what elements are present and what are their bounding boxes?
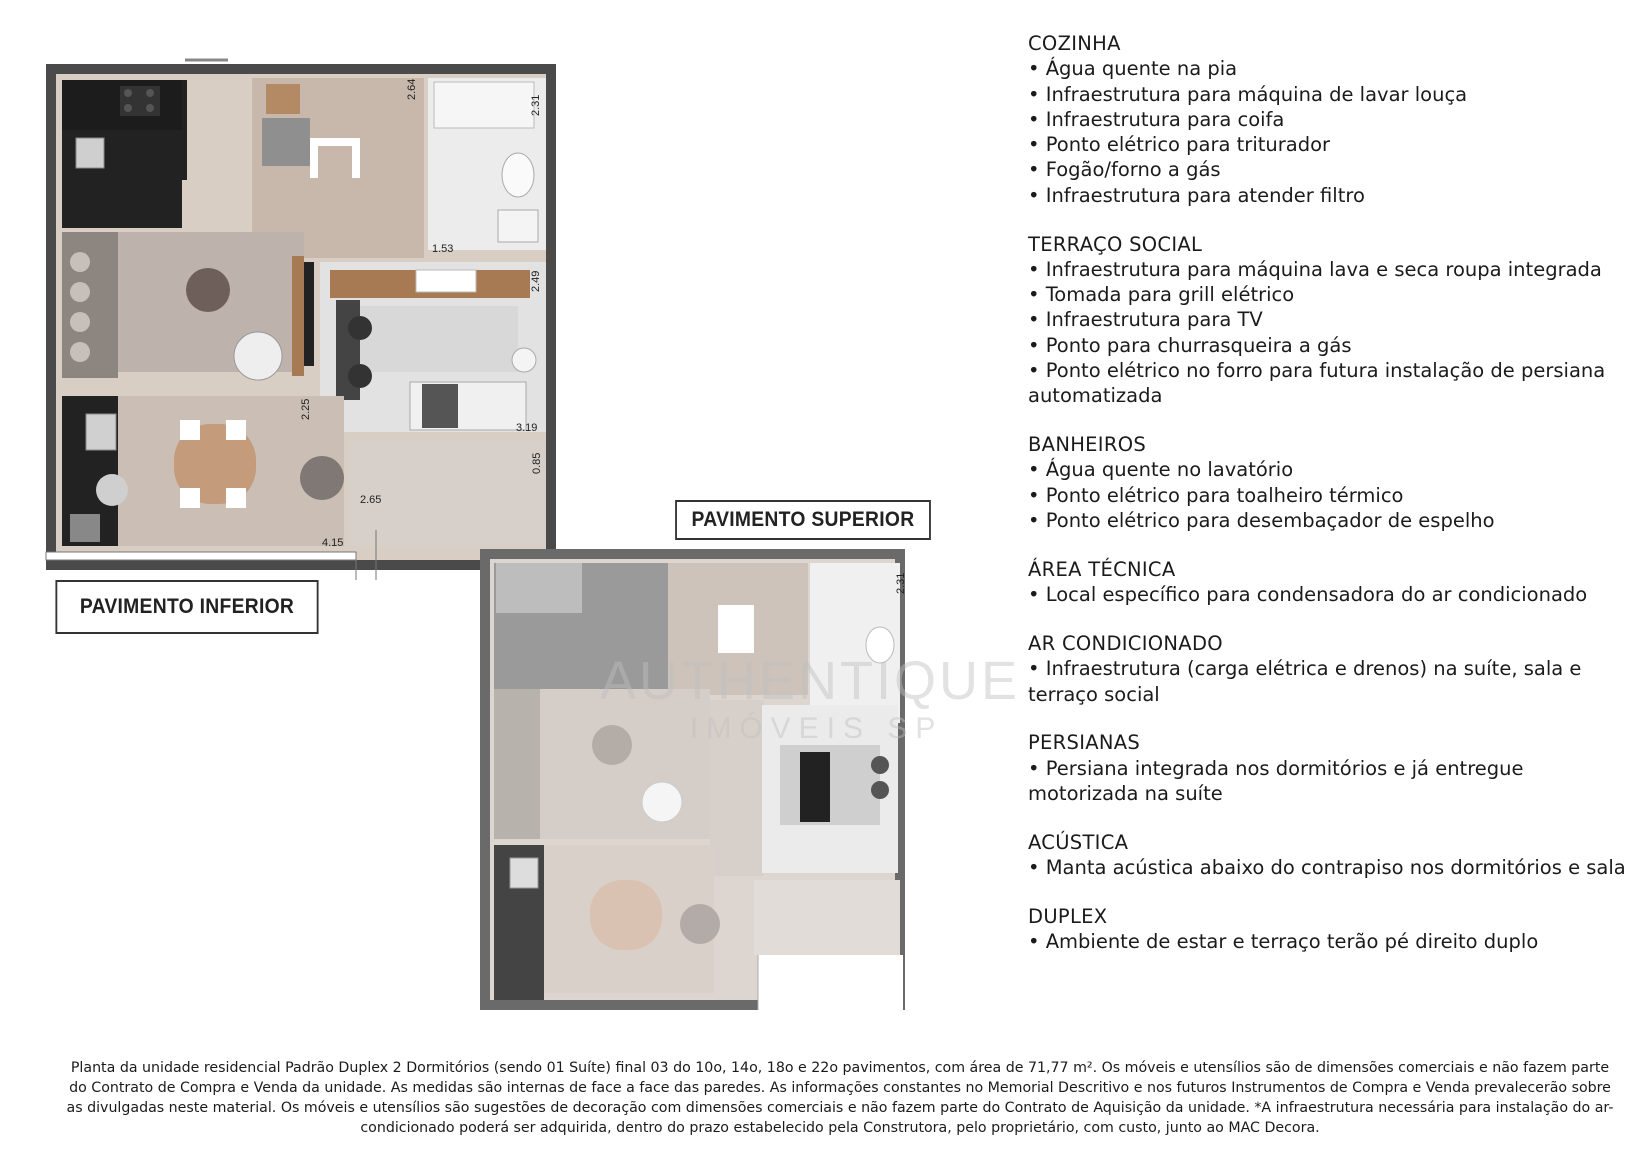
spec-section-technical-area xyxy=(1028,557,1628,608)
dim-label: 4.15 xyxy=(322,537,344,549)
spec-section-bathrooms xyxy=(1028,432,1628,533)
spec-title: PERSIANAS xyxy=(1028,731,1141,755)
spec-item: • Tomada para grill elétrico xyxy=(1028,283,1295,307)
spec-item: • Infraestrutura para TV xyxy=(1028,308,1263,332)
spec-title: AR CONDICIONADO xyxy=(1028,631,1223,655)
spec-item: • Água quente no lavatório xyxy=(1028,458,1294,482)
spec-title: BANHEIROS xyxy=(1028,433,1147,457)
dim-label: 2.25 xyxy=(300,398,312,420)
lower-floor-label: PAVIMENTO INFERIOR xyxy=(55,580,318,634)
spec-section-air-conditioning xyxy=(1028,631,1628,707)
spec-item: • Infraestrutura para máquina de lavar louça xyxy=(1028,82,1468,106)
dim-label: 3.19 xyxy=(516,422,538,434)
spec-section-duplex xyxy=(1028,904,1628,955)
spec-item: • Local específico para condensadora do ar condicionado xyxy=(1028,583,1588,607)
watermark-line-2: IMÓVEIS SP xyxy=(690,712,944,745)
spec-item: • Água quente na pia xyxy=(1028,57,1238,81)
upper-floor-label: PAVIMENTO SUPERIOR xyxy=(675,500,931,540)
dim-label: 2.65 xyxy=(360,494,382,506)
spec-item: • Ponto elétrico para desembaçador de espelho xyxy=(1028,509,1495,533)
spec-item: • Ponto para churrasqueira a gás xyxy=(1028,333,1352,357)
spec-item: • Infraestrutura para coifa xyxy=(1028,107,1285,131)
spec-section-kitchen xyxy=(1028,31,1628,208)
spec-section-blinds xyxy=(1028,730,1628,806)
dim-label: 0.85 xyxy=(531,452,543,474)
dim-label: 1.53 xyxy=(432,243,454,255)
spec-item: • Ponto elétrico para triturador xyxy=(1028,133,1331,157)
spec-title: TERRAÇO SOCIAL xyxy=(1028,232,1203,256)
spec-title: ÁREA TÉCNICA xyxy=(1028,557,1176,581)
spec-item: • Persiana integrada nos dormitórios e já entregue motorizada na suíte xyxy=(1028,756,1524,805)
dim-label: 2.49 xyxy=(530,270,542,292)
legal-footnote: Planta da unidade residencial Padrão Duplex 2 Dormitórios (sendo 01 Suíte) final 03 do 10o, 14o, 18o e 22o pavimentos, com área de 71,77 m². Os móveis e utensílios são de dimensões comerciais e não fazem parte do Contrato de Compra e Venda da unidade. As medidas são internas de face a face das paredes. As informações constantes no Memorial Descritivo e nos futuros Instrumentos de Compra e Venda prevalecerão sobre as divulgadas neste material. Os móveis e utensílios são sugestões de decoração com dimensões comerciais e não fazem parte do Contrato de Aquisição da unidade. *A infraestrutura necessária para instalação do ar-condicionado poderá ser adquirida, dentro do prazo estabelecido pela Construtora, pelo proprietário, com custo, junto ao MAC Decora. xyxy=(66,1060,1614,1136)
spec-item: • Fogão/forno a gás xyxy=(1028,158,1221,182)
dim-label: 2.31 xyxy=(530,94,542,116)
dim-label: 2.64 xyxy=(406,78,418,100)
spec-title: COZINHA xyxy=(1028,32,1121,55)
spec-item: • Manta acústica abaixo do contrapiso nos dormitórios e sala xyxy=(1028,856,1626,880)
spec-section-acoustics xyxy=(1028,830,1628,881)
spec-item: • Ambiente de estar e terraço terão pé direito duplo xyxy=(1028,930,1539,954)
spec-item: • Ponto elétrico no forro para futura instalação de persiana automatizada xyxy=(1028,359,1606,408)
watermark-line-1: AUTHENTIQUE xyxy=(600,651,1021,711)
specifications-list xyxy=(1028,31,1628,978)
spec-title: DUPLEX xyxy=(1028,904,1108,928)
spec-item: • Infraestrutura para atender filtro xyxy=(1028,183,1365,207)
spec-section-social-terrace xyxy=(1028,232,1628,409)
spec-item: • Ponto elétrico para toalheiro térmico xyxy=(1028,483,1404,507)
spec-item: • Infraestrutura (carga elétrica e drenos) na suíte, sala e terraço social xyxy=(1028,657,1582,706)
dim-label: 2.31 xyxy=(895,572,907,594)
spec-item: • Infraestrutura para máquina lava e seca roupa integrada xyxy=(1028,257,1602,281)
spec-title: ACÚSTICA xyxy=(1028,830,1129,854)
